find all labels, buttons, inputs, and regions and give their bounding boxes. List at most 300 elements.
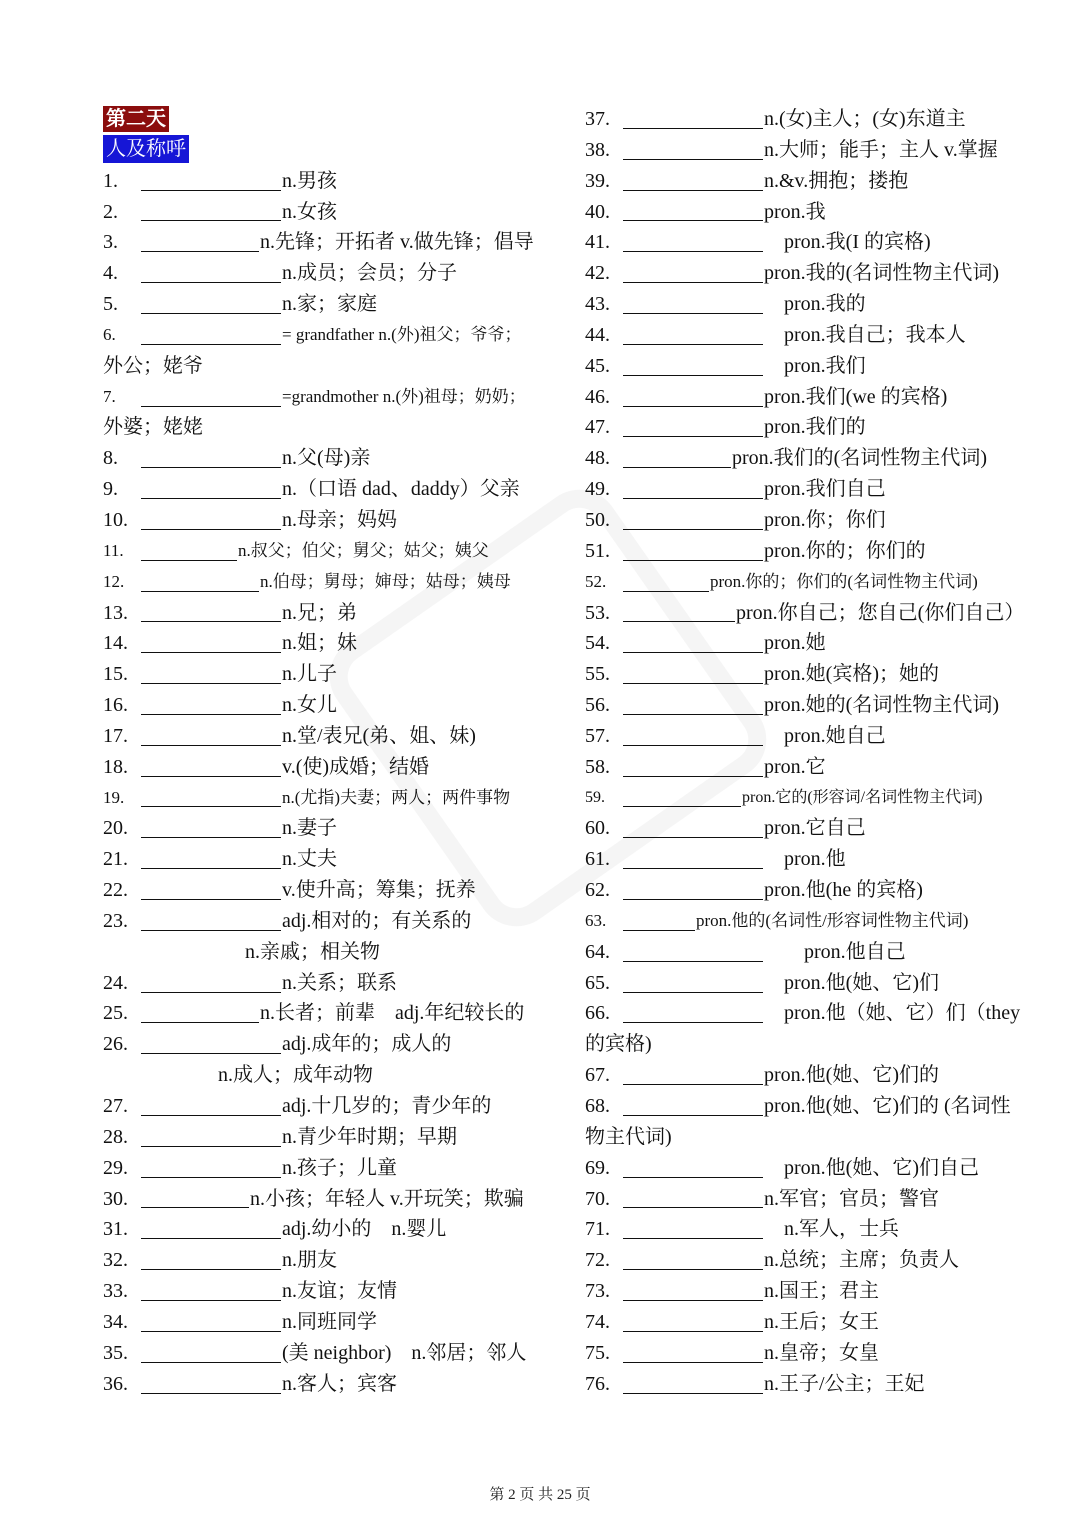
answer-blank[interactable] (623, 943, 763, 962)
item-number: 21. (103, 848, 128, 871)
item-number: 68. (585, 1095, 610, 1117)
vocab-line (585, 104, 1055, 135)
item-number: 46. (585, 385, 610, 408)
definition-text: pron.他的(名词性/形容词性物主代词) (696, 910, 969, 930)
vocab-line (585, 1338, 1055, 1369)
vocab-line (103, 412, 563, 443)
definition-text: n.(尤指)夫妻；两人；两件事物 (282, 787, 511, 807)
answer-blank[interactable] (141, 1344, 281, 1363)
definition-text: n.丈夫 (282, 848, 337, 871)
vocab-line (585, 443, 1055, 474)
answer-blank[interactable] (141, 1282, 281, 1301)
vocab-line (103, 968, 563, 999)
definition-text: n.父(母)亲 (282, 447, 371, 470)
answer-blank[interactable] (141, 542, 237, 561)
answer-blank[interactable] (623, 357, 763, 376)
definition-text: pron.你自己；您自己(你们自己） (736, 601, 1025, 624)
definition-text: n.青少年时期；早期 (282, 1125, 457, 1148)
item-number: 47. (585, 416, 610, 439)
answer-blank[interactable] (623, 542, 763, 561)
definition-text: pron.他(她、它)们自己 (764, 1156, 979, 1179)
answer-blank[interactable] (141, 819, 281, 838)
vocab-line (103, 1091, 563, 1122)
item-number: 26. (103, 1033, 128, 1056)
definition-text: pron.她 (764, 632, 826, 655)
item-number: 34. (103, 1310, 128, 1333)
vocab-line (585, 227, 1055, 258)
definition-text: pron.它 (764, 755, 826, 778)
definition-text: n.国王；君主 (764, 1280, 879, 1303)
vocab-line (103, 567, 563, 598)
answer-blank[interactable] (623, 418, 763, 437)
vocab-line (103, 289, 563, 320)
item-number: 43. (585, 293, 610, 316)
definition-text: pron.我们(we 的宾格) (764, 385, 948, 408)
item-number: 24. (103, 971, 128, 994)
answer-blank[interactable] (141, 511, 281, 530)
answer-blank[interactable] (623, 1189, 763, 1208)
answer-blank[interactable] (141, 634, 281, 653)
answer-blank[interactable] (623, 202, 763, 221)
definition-text: pron.我自己；我本人 (764, 323, 966, 346)
definition-text: pron.我们 (764, 354, 866, 377)
item-number: 20. (103, 817, 128, 840)
vocab-line (585, 1122, 1055, 1153)
definition-text: n.皇帝；女皇 (764, 1341, 879, 1364)
item-number: 30. (103, 1187, 128, 1210)
definition-text: pron.她(宾格)；她的 (764, 663, 939, 686)
definition-text: adj.十几岁的；青少年的 (282, 1095, 492, 1117)
answer-blank[interactable] (141, 388, 281, 407)
item-number: 27. (103, 1095, 128, 1117)
item-number: 40. (585, 200, 610, 223)
answer-blank[interactable] (141, 974, 281, 993)
definition-text: n.成员；会员；分子 (282, 262, 457, 285)
item-number: 7. (103, 386, 116, 406)
item-number: 63. (585, 910, 607, 930)
vocab-line (585, 135, 1055, 166)
definition-text: pron.它自己 (764, 817, 866, 840)
vocab-line (103, 598, 563, 629)
answer-blank[interactable] (141, 758, 281, 777)
answer-blank[interactable] (623, 388, 763, 407)
answer-blank[interactable] (623, 511, 763, 530)
item-number: 62. (585, 879, 610, 902)
vocab-line (103, 351, 563, 382)
answer-blank[interactable] (623, 881, 763, 900)
definition-text: n.亲戚；相关物 (245, 940, 380, 963)
vocab-line (103, 1214, 563, 1245)
answer-blank[interactable] (623, 1375, 763, 1394)
answer-blank[interactable] (623, 110, 763, 129)
vocab-line (103, 227, 563, 258)
answer-blank[interactable] (623, 788, 741, 807)
answer-blank[interactable] (623, 326, 763, 345)
definition-text: n.堂/表兄(弟、姐、妹) (282, 724, 476, 747)
definition-text: n.伯母；舅母；婶母；姑母；姨母 (260, 571, 511, 591)
item-number: 13. (103, 601, 128, 624)
definition-text: pron.你；你们 (764, 508, 886, 531)
vocab-line (103, 1153, 563, 1184)
answer-blank[interactable] (623, 1097, 763, 1116)
vocab-line (103, 1276, 563, 1307)
vocab-line (103, 813, 563, 844)
answer-blank[interactable] (623, 1004, 763, 1023)
vocab-line (585, 1307, 1055, 1338)
answer-blank[interactable] (141, 788, 281, 807)
item-number: 44. (585, 323, 610, 346)
vocab-line (585, 1184, 1055, 1215)
vocab-line (585, 1153, 1055, 1184)
answer-blank[interactable] (141, 1159, 281, 1178)
answer-blank[interactable] (623, 634, 763, 653)
vocab-line (585, 690, 1055, 721)
answer-blank[interactable] (623, 758, 763, 777)
left-column (103, 104, 563, 1399)
item-number: 59. (585, 788, 605, 806)
item-number: 67. (585, 1064, 610, 1087)
answer-blank[interactable] (141, 881, 281, 900)
vocab-line (585, 505, 1055, 536)
answer-blank[interactable] (141, 264, 281, 283)
vocab-line (585, 1060, 1055, 1091)
vocab-line (585, 628, 1055, 659)
item-number: 73. (585, 1280, 610, 1303)
definition-text: pron.我的(名词性物主代词) (764, 262, 999, 285)
answer-blank[interactable] (141, 1004, 259, 1023)
vocab-line (103, 659, 563, 690)
answer-blank[interactable] (141, 295, 281, 314)
item-number: 72. (585, 1249, 610, 1272)
item-number: 53. (585, 601, 610, 624)
vocab-line (103, 752, 563, 783)
item-number: 31. (103, 1218, 128, 1241)
answer-blank[interactable] (141, 727, 281, 746)
answer-blank[interactable] (141, 1220, 281, 1239)
definition-text: n.王后；女王 (764, 1310, 879, 1333)
vocab-line (585, 1245, 1055, 1276)
definition-text: n.女孩 (282, 200, 337, 223)
item-number: 19. (103, 787, 125, 807)
right-vocab-list (585, 104, 1055, 1399)
definition-text: n.&v.拥抱；搂抱 (764, 169, 909, 192)
item-number: 18. (103, 755, 128, 778)
item-number: 22. (103, 879, 128, 902)
definition-text: n.小孩；年轻人 v.开玩笑；欺骗 (250, 1187, 524, 1210)
item-number: 42. (585, 262, 610, 285)
vocab-line (585, 752, 1055, 783)
vocab-line (103, 783, 563, 814)
vocab-line (585, 1276, 1055, 1307)
answer-blank[interactable] (141, 1375, 281, 1394)
answer-blank[interactable] (141, 233, 259, 252)
answer-blank[interactable] (141, 449, 281, 468)
item-number: 25. (103, 1002, 128, 1025)
item-number: 51. (585, 539, 610, 562)
vocab-line (585, 813, 1055, 844)
answer-blank[interactable] (623, 480, 763, 499)
item-number: 64. (585, 940, 610, 963)
item-number: 11. (103, 540, 124, 560)
definition-text: pron.它的(形容词/名词性物主代词) (742, 788, 983, 806)
vocab-line (585, 844, 1055, 875)
definition-text: adj.幼小的 n.婴儿 (282, 1218, 447, 1241)
item-number: 57. (585, 724, 610, 747)
answer-blank[interactable] (623, 141, 763, 160)
item-number: 10. (103, 508, 128, 531)
definition-text: = grandfather n.(外)祖父；爷爷； (282, 324, 522, 344)
item-number: 48. (585, 447, 610, 470)
definition-text: pron.他(她、它)们的 (名词性 (764, 1095, 1011, 1117)
item-number: 61. (585, 848, 610, 871)
vocab-line (585, 567, 1055, 598)
item-number: 8. (103, 447, 118, 470)
item-number: 29. (103, 1156, 128, 1179)
vocab-line (103, 443, 563, 474)
definition-text: pron.他 (764, 848, 846, 871)
definition-text: pron.我 (764, 200, 826, 223)
vocab-line (585, 289, 1055, 320)
answer-blank[interactable] (623, 727, 763, 746)
item-number: 33. (103, 1280, 128, 1303)
answer-blank[interactable] (623, 1159, 763, 1178)
item-number: 41. (585, 231, 610, 254)
answer-blank[interactable] (623, 264, 763, 283)
definition-text: n.叔父；伯父；舅父；姑父；姨父 (238, 540, 489, 560)
definition-text: pron.我的 (764, 293, 866, 316)
vocab-line (585, 1369, 1055, 1400)
answer-blank[interactable] (623, 603, 735, 622)
vocab-line (103, 505, 563, 536)
item-number: 5. (103, 293, 118, 316)
definition-text: n.家；家庭 (282, 293, 377, 316)
definition-text: 外婆；姥姥 (103, 416, 203, 439)
definition-text: n.男孩 (282, 169, 337, 192)
item-number: 23. (103, 909, 128, 932)
item-number: 39. (585, 169, 610, 192)
answer-blank[interactable] (141, 1128, 281, 1147)
definition-text: n.姐；妹 (282, 632, 357, 655)
item-number: 52. (585, 571, 607, 591)
page-footer: 第 2 页 共 25 页 (489, 1487, 591, 1503)
item-number: 74. (585, 1310, 610, 1333)
vocab-line (585, 351, 1055, 382)
answer-blank[interactable] (623, 1066, 763, 1085)
definition-text: pron.我们的 (764, 416, 866, 439)
definition-text: pron.他(她、它)们的 (764, 1064, 939, 1087)
vocab-line (103, 875, 563, 906)
item-number: 16. (103, 694, 128, 717)
item-number: 70. (585, 1187, 610, 1210)
vocab-line (103, 721, 563, 752)
vocab-line (585, 412, 1055, 443)
answer-blank[interactable] (623, 819, 763, 838)
answer-blank[interactable] (623, 1220, 763, 1239)
answer-blank[interactable] (141, 326, 281, 345)
answer-blank[interactable] (141, 912, 281, 931)
vocab-line (585, 875, 1055, 906)
item-number: 1. (103, 169, 118, 192)
answer-blank[interactable] (141, 1097, 281, 1116)
answer-blank[interactable] (141, 202, 281, 221)
item-number: 4. (103, 262, 118, 285)
item-number: 9. (103, 478, 118, 501)
definition-text: pron.他(她、它)们 (764, 971, 939, 994)
definition-text: adj.成年的；成人的 (282, 1033, 452, 1056)
vocab-line (103, 1184, 563, 1215)
item-number: 28. (103, 1125, 128, 1148)
vocab-line (103, 197, 563, 228)
answer-blank[interactable] (623, 295, 763, 314)
definition-text: n.兄；弟 (282, 601, 357, 624)
item-number: 58. (585, 755, 610, 778)
definition-text: 外公；姥爷 (103, 354, 203, 377)
definition-text: pron.她自己 (764, 724, 886, 747)
answer-blank[interactable] (623, 573, 709, 592)
vocab-line (103, 1029, 563, 1060)
definition-text: n.(女)主人；(女)东道主 (764, 108, 966, 130)
section-subtitle: 人及称呼 (103, 135, 189, 163)
item-number: 36. (103, 1372, 128, 1395)
item-number: 15. (103, 663, 128, 686)
answer-blank[interactable] (623, 850, 763, 869)
item-number: 45. (585, 354, 610, 377)
item-number: 17. (103, 724, 128, 747)
answer-blank[interactable] (623, 449, 731, 468)
definition-text: n.母亲；妈妈 (282, 508, 397, 531)
answer-blank[interactable] (141, 603, 281, 622)
answer-blank[interactable] (141, 850, 281, 869)
answer-blank[interactable] (623, 172, 763, 191)
vocab-line (103, 998, 563, 1029)
answer-blank[interactable] (141, 1313, 281, 1332)
answer-blank[interactable] (141, 1251, 281, 1270)
definition-text: n.友谊；友情 (282, 1280, 397, 1303)
definition-text: n.王子/公主；王妃 (764, 1372, 925, 1395)
item-number: 32. (103, 1249, 128, 1272)
vocab-line (103, 1307, 563, 1338)
item-number: 3. (103, 231, 118, 254)
item-number: 60. (585, 817, 610, 840)
vocab-line (585, 320, 1055, 351)
item-number: 65. (585, 971, 610, 994)
vocab-line (585, 1214, 1055, 1245)
item-number: 2. (103, 200, 118, 223)
item-number: 50. (585, 508, 610, 531)
vocab-line (103, 536, 563, 567)
definition-text: v.(使)成婚；结婚 (282, 755, 430, 778)
answer-blank[interactable] (141, 665, 281, 684)
answer-blank[interactable] (623, 1251, 763, 1270)
answer-blank[interactable] (623, 912, 695, 931)
vocab-line (103, 1245, 563, 1276)
answer-blank[interactable] (623, 696, 763, 715)
item-number: 54. (585, 632, 610, 655)
definition-text: n.先锋；开拓者 v.做先锋；倡导 (260, 231, 534, 254)
answer-blank[interactable] (141, 696, 281, 715)
definition-text: pron.他(he 的宾格) (764, 879, 923, 902)
vocab-line (585, 166, 1055, 197)
definition-text: pron.你的；你们的 (764, 539, 926, 562)
vocab-line (585, 1029, 1055, 1060)
definition-text: n.大师；能手；主人 v.掌握 (764, 138, 998, 161)
right-column (585, 104, 1055, 1399)
definition-text: n.军人，士兵 (764, 1218, 899, 1241)
definition-text: n.孩子；儿童 (282, 1156, 397, 1179)
item-number: 69. (585, 1156, 610, 1179)
item-number: 49. (585, 478, 610, 501)
vocab-line (585, 258, 1055, 289)
answer-blank[interactable] (141, 573, 259, 592)
vocab-line (103, 1122, 563, 1153)
vocab-line (103, 937, 563, 968)
answer-blank[interactable] (623, 1344, 763, 1363)
vocab-line (585, 783, 1055, 814)
item-number: 76. (585, 1372, 610, 1395)
definition-text: v.使升高；筹集；抚养 (282, 879, 476, 902)
answer-blank[interactable] (623, 1313, 763, 1332)
definition-text: n.同班同学 (282, 1310, 377, 1333)
definition-text: 物主代词) (585, 1125, 672, 1148)
answer-blank[interactable] (623, 233, 763, 252)
item-number: 35. (103, 1341, 128, 1364)
vocab-line (585, 906, 1055, 937)
vocab-line (585, 968, 1055, 999)
definition-text: pron.我(I 的宾格) (764, 231, 931, 254)
definition-text: n.朋友 (282, 1249, 337, 1272)
item-number: 38. (585, 138, 610, 161)
definition-text: adj.相对的；有关系的 (282, 909, 472, 932)
vocab-line (585, 937, 1055, 968)
item-number: 12. (103, 571, 125, 591)
answer-blank[interactable] (623, 665, 763, 684)
vocab-line (103, 320, 563, 351)
answer-blank[interactable] (623, 974, 763, 993)
definition-text: n.女儿 (282, 694, 337, 717)
vocab-line (585, 536, 1055, 567)
vocab-line (585, 659, 1055, 690)
definition-text: n.成人；成年动物 (218, 1064, 373, 1087)
definition-text: n.关系；联系 (282, 971, 397, 994)
answer-blank[interactable] (141, 1035, 281, 1054)
vocab-line (585, 998, 1055, 1029)
item-number: 66. (585, 1002, 610, 1025)
item-number: 55. (585, 663, 610, 686)
item-number: 75. (585, 1341, 610, 1364)
definition-text: pron.他（她、它）们（they (764, 1002, 1021, 1025)
vocab-line (103, 628, 563, 659)
answer-blank[interactable] (623, 1282, 763, 1301)
vocab-line (585, 1091, 1055, 1122)
section-title: 第二天 (103, 106, 169, 132)
definition-text: n.军官；官员；警官 (764, 1187, 939, 1210)
vocab-line (103, 1369, 563, 1400)
definition-text: pron.你的；你们的(名词性物主代词) (710, 571, 978, 591)
definition-text: (美 neighbor) n.邻居；邻人 (282, 1341, 527, 1364)
answer-blank[interactable] (141, 480, 281, 499)
vocab-line (103, 1060, 563, 1091)
answer-blank[interactable] (141, 1189, 249, 1208)
item-number: 6. (103, 324, 116, 344)
vocab-line (103, 1338, 563, 1369)
vocab-line (585, 598, 1055, 629)
answer-blank[interactable] (141, 172, 281, 191)
vocab-line (103, 258, 563, 289)
vocab-line (103, 906, 563, 937)
vocab-line (585, 721, 1055, 752)
vocab-line (103, 844, 563, 875)
definition-text: pron.他自己 (764, 940, 906, 963)
